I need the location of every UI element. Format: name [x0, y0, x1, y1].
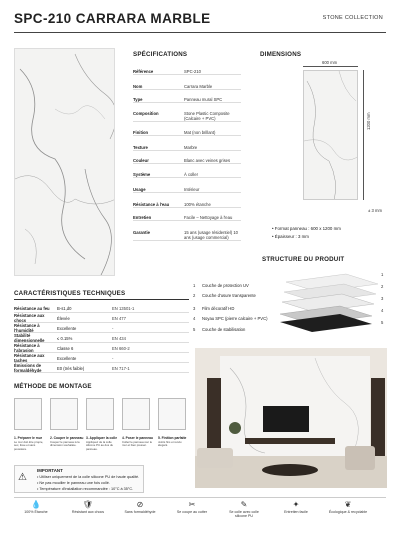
spec-row: [133, 187, 241, 193]
format-value: Format panneau : 600 x 1200 mm: [274, 226, 341, 231]
spec-key: Entretien: [133, 215, 152, 220]
dim-width: 600 mm: [322, 60, 338, 65]
thickness-text: • Épaisseur : 3 mm: [272, 234, 309, 239]
layer-number-right: 5: [381, 320, 384, 325]
spec-value: Carrara Marble: [184, 84, 213, 89]
tech-row: [14, 354, 189, 363]
spec-key: Type: [133, 97, 143, 102]
tech-value: ≤ 0.15%: [57, 335, 73, 341]
dimension-panel-image: [303, 70, 358, 200]
step-description: Le mur doit être propre, sec, lisse et sans poussière.: [14, 440, 44, 451]
glue-icon: ✎: [240, 500, 248, 509]
spec-key: Garantie: [133, 230, 150, 235]
marble-veins: [15, 49, 115, 276]
tech-divider: [14, 299, 189, 300]
header-divider: [14, 32, 386, 33]
tech-value: B-s1,d0: [57, 305, 72, 311]
feature-label: Se coupe au cutter: [176, 510, 208, 514]
leaf-icon: ❦: [344, 500, 352, 509]
layer-label: Couche de stabilisation: [202, 327, 246, 332]
spec-key: Composition: [133, 111, 159, 116]
tech-key: Résistance aux taches: [14, 353, 45, 363]
step-label: 4. Poser le panneau: [122, 436, 153, 440]
step-description: Coupez le panneau à la dimension souhaitée.: [50, 440, 80, 448]
spec-row: [133, 230, 241, 241]
layer-number-right: 3: [381, 296, 384, 301]
tech-row: [14, 324, 189, 333]
spec-value: Facile – Nettoyage à l'eau: [184, 215, 233, 220]
spec-value: Panneau mural SPC: [184, 97, 223, 102]
spec-key: Résistance à l'eau: [133, 202, 170, 207]
tech-value: Excellente: [57, 325, 77, 331]
feature-label: Résistant aux chocs: [71, 510, 105, 514]
marble-panel-image: [14, 48, 115, 276]
tech-value: E0 (très faible): [57, 365, 85, 371]
tech-row: [14, 344, 189, 353]
spec-value: SPC-210: [184, 69, 201, 74]
spec-row: [133, 202, 241, 208]
important-box: [14, 465, 144, 493]
layer-label: Couche de protection UV: [202, 283, 249, 288]
tech-row: [14, 364, 189, 373]
clean-icon: ✦: [292, 500, 300, 509]
spec-value: Stone Plastic Composite (Calcaire + PVC): [184, 111, 230, 122]
dim-marble-veins: [304, 71, 358, 200]
dim-thickness: ± 3 mm: [368, 208, 382, 213]
feature-label: Se colle avec colle silicone PU: [229, 510, 259, 519]
spec-row: [133, 130, 241, 136]
shield-icon: 🛡: [82, 500, 94, 509]
dim-height: 1200 mm: [366, 112, 371, 130]
feature-label: Entretien facile: [284, 510, 308, 514]
step-description: Appliquez de la colle silicone PU au dos du panneau.: [86, 440, 114, 451]
step-label: 5. Finition parfaite: [158, 436, 187, 440]
spec-value: Blanc avec veines grises: [184, 158, 231, 163]
tech-value: Classe 6: [57, 345, 74, 351]
spec-value: 100% étanche: [184, 202, 211, 207]
layer-number-right: 2: [381, 284, 384, 289]
spec-row: [133, 111, 241, 122]
step-image: [158, 398, 186, 430]
spec-key: Couleur: [133, 158, 149, 163]
layer-label: Noyau SPC (pierre calcaire + PVC): [202, 316, 268, 321]
layer-number: 5: [193, 327, 196, 332]
spec-value: À coller: [184, 172, 198, 177]
spec-row: [133, 145, 241, 151]
room-illustration: [195, 348, 387, 488]
spec-key: Finition: [133, 130, 149, 135]
warning-icon: ⚠: [18, 472, 27, 483]
step-label: 1. Préparer le mur: [14, 436, 43, 440]
tech-row: [14, 334, 189, 343]
layer-number: 4: [193, 316, 196, 321]
feature-label: Écologique & recyclable: [328, 510, 368, 514]
spec-row: [133, 84, 241, 90]
spec-value: Marbre: [184, 145, 198, 150]
spec-key: Nom: [133, 84, 143, 89]
layer-number: 2: [193, 293, 196, 298]
interior-room-image: [195, 348, 387, 488]
width-line: [303, 66, 358, 67]
tech-norm: EN 660-2: [112, 345, 130, 351]
format-text: • Format panneau : 600 x 1200 mm: [272, 226, 341, 231]
tech-norm: -: [112, 325, 114, 331]
collection-label: STONE COLLECTION: [322, 15, 383, 21]
layer-label: Couche d'usure transparente: [202, 293, 256, 298]
step-label: 3. Appliquer la colle: [86, 436, 118, 440]
tech-norm: EN 434: [112, 335, 126, 341]
feature-label: 100% Étanche: [24, 510, 48, 514]
important-text: Utiliser uniquement de la colle silicone PU de haute qualité.: [39, 475, 140, 479]
spec-row: [133, 69, 241, 75]
important-item: • Ne pas mouiller le panneau une fois collé.: [37, 481, 110, 485]
tech-key: Résistance au feu: [14, 305, 50, 311]
spec-row: [133, 215, 241, 221]
spec-key: Usage: [133, 187, 146, 192]
step-image: [50, 398, 78, 430]
thickness-value: Épaisseur : 3 mm: [274, 234, 309, 239]
no-formaldehyde-icon: ⊘: [136, 500, 144, 509]
tech-key: Stabilité dimensionnelle: [14, 333, 45, 343]
layer-label: Film décoratif HD: [202, 306, 235, 311]
important-title: IMPORTANT: [37, 468, 63, 473]
tech-value: Excellente: [57, 355, 77, 361]
important-text: Température d'installation recommandée : 10°C à 35°C.: [39, 487, 134, 491]
tech-title: CARACTÉRISTIQUES TECHNIQUES: [14, 290, 126, 297]
layer-number: 3: [193, 306, 196, 311]
tech-key: Résistance à l'abrasion: [14, 343, 40, 353]
tech-row: [14, 314, 189, 323]
layer-number: 1: [193, 283, 196, 288]
height-line: [363, 70, 364, 200]
tech-key: Résistance aux chocs: [14, 313, 45, 323]
step-label: 2. Couper le panneau: [50, 436, 84, 440]
montage-title: MÉTHODE DE MONTAGE: [14, 383, 92, 390]
layer-diagram: [276, 272, 388, 338]
important-item: • Utiliser uniquement de la colle silicone PU de haute qualité.: [37, 475, 140, 479]
spec-row: [133, 158, 241, 164]
step-image: [14, 398, 42, 430]
important-item: • Température d'installation recommandée : 10°C à 35°C.: [37, 487, 134, 491]
spec-key: Référence: [133, 69, 154, 74]
dimensions-title: DIMENSIONS: [260, 51, 302, 58]
tech-norm: -: [112, 355, 114, 361]
step-image: [122, 398, 150, 430]
spec-row: [133, 97, 241, 103]
droplet-icon: 💧: [31, 500, 41, 509]
spec-key: Système: [133, 172, 151, 177]
step-description: Collez le panneau sur le mur et bien presser.: [122, 440, 153, 448]
step-image: [86, 398, 114, 430]
spec-value: Mat (non brillant): [184, 130, 216, 135]
structure-title: STRUCTURE DU PRODUIT: [262, 256, 345, 263]
important-text: Ne pas mouiller le panneau une fois collé.: [39, 481, 110, 485]
step-description: Joints fins et rendu élégant.: [158, 440, 182, 448]
specs-title: SPÉCIFICATIONS: [133, 51, 188, 58]
footer-divider: [14, 497, 386, 498]
tech-norm: EN 717-1: [112, 365, 130, 371]
spec-value: Intérieur: [184, 187, 200, 192]
layer-number-right: 4: [381, 308, 384, 313]
spec-key: Texture: [133, 145, 148, 150]
feature-label: Sans formaldéhyde: [124, 510, 156, 514]
tech-key: Résistance à l'humidité: [14, 323, 40, 333]
spec-row: [133, 172, 241, 178]
tech-value: Élevée: [57, 315, 70, 321]
cutter-icon: ✂: [188, 500, 196, 509]
tech-key: Émissions de formaldéhyde: [14, 363, 42, 373]
layer-number-right: 1: [381, 272, 384, 277]
tech-norm: EN 477: [112, 315, 126, 321]
spec-value: 15 ans (usage résidentiel) 10 ans (usage commercial): [184, 230, 239, 241]
page-title: SPC-210 CARRARA MARBLE: [14, 11, 211, 26]
tech-norm: EN 13501-1: [112, 305, 135, 311]
tech-row: [14, 304, 189, 313]
